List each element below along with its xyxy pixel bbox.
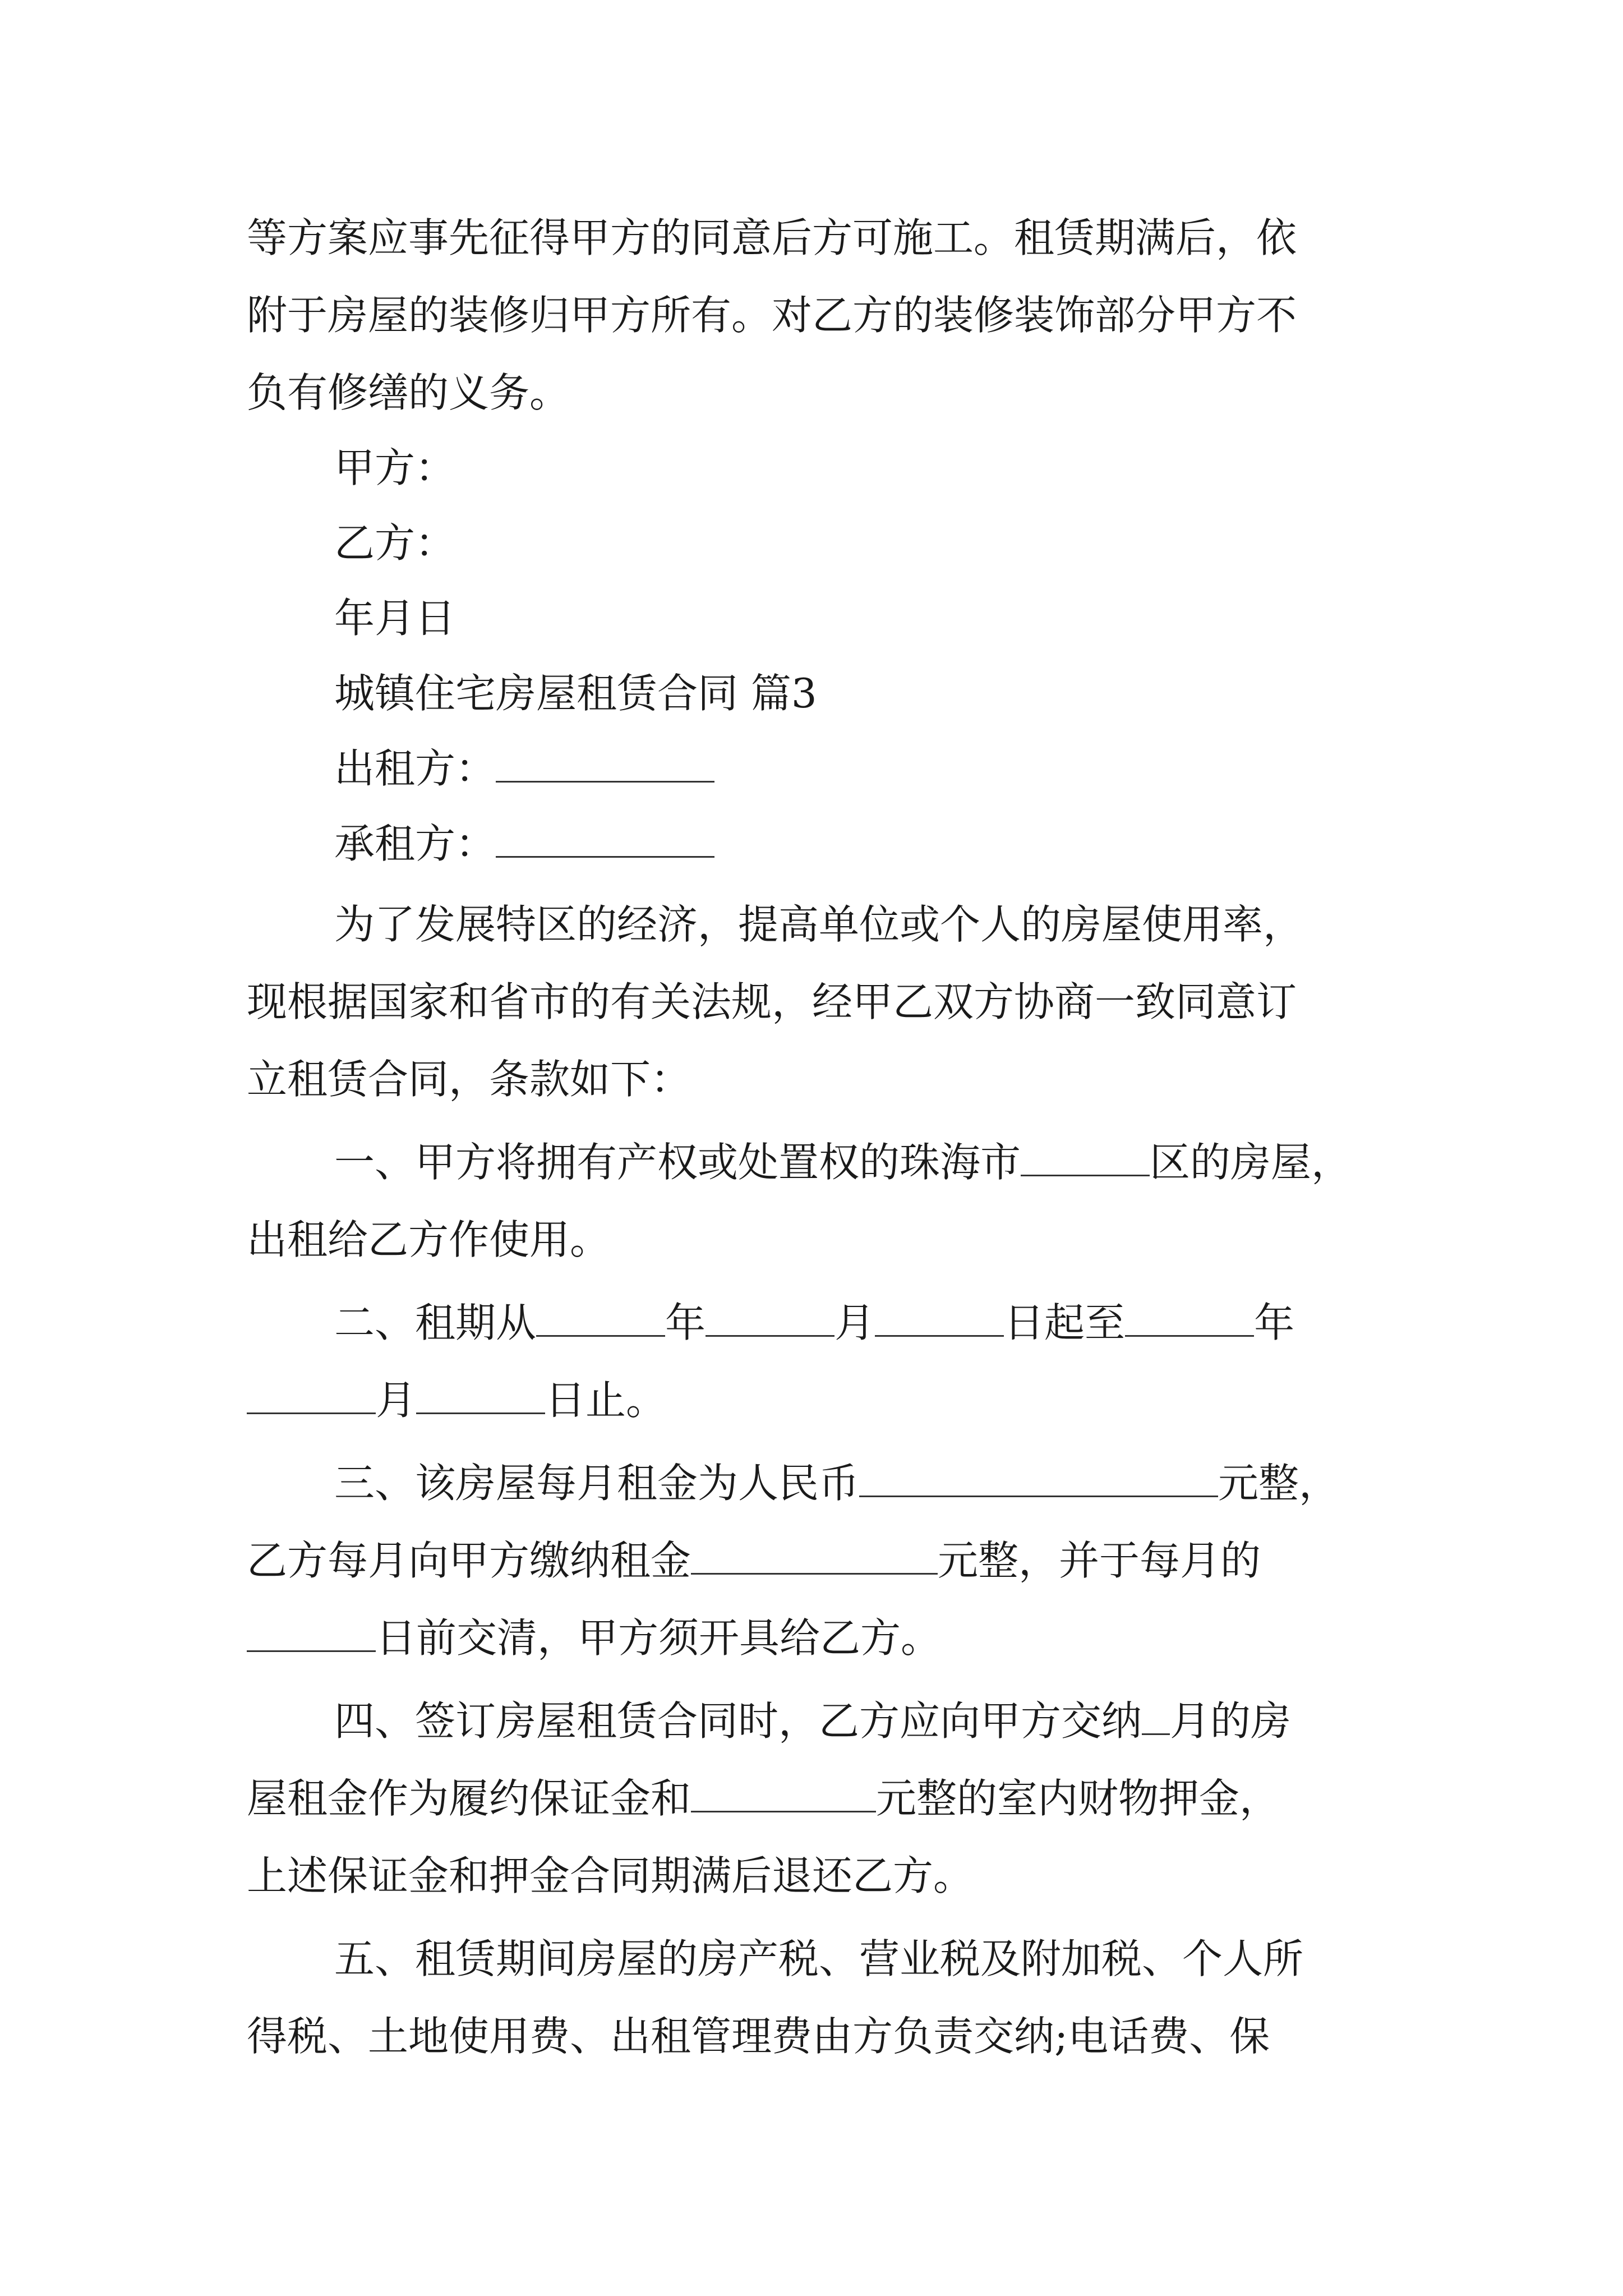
date-label: 年月日	[334, 595, 456, 642]
clause-3-line	[247, 1611, 941, 1665]
clause-text: 屋租金作为履约保证金和	[247, 1775, 691, 1822]
clause-2-line	[247, 1373, 666, 1427]
end-month-blank	[247, 1375, 376, 1414]
lessee-line	[334, 817, 714, 871]
clause-text: 月	[834, 1299, 875, 1346]
clause-1-line	[334, 1135, 1352, 1189]
intro-line: 现根据国家和省市的有关法规，经甲乙双方协商一致同意订	[247, 978, 1297, 1025]
section-title: 城镇住宅房屋租赁合同 篇3	[334, 670, 817, 717]
property-deposit-blank	[691, 1774, 876, 1812]
rent-paid-blank	[691, 1536, 938, 1575]
clause-text: 年	[1254, 1299, 1295, 1346]
clause-text: 月	[376, 1377, 417, 1424]
lessor-label: 出租方：	[334, 745, 496, 792]
end-day-blank	[416, 1375, 545, 1414]
start-day-blank	[875, 1298, 1004, 1337]
clause-4-line	[247, 1772, 1280, 1825]
clause-text: 四、签订房屋租赁合同时，乙方应向甲方交纳	[334, 1697, 1142, 1745]
clause-3-line	[334, 1456, 1339, 1510]
clause-4-line: 上述保证金和押金合同期满后退还乙方。	[247, 1852, 974, 1899]
clause-text: 日止。	[545, 1377, 667, 1424]
clause-5-line: 得税、土地使用费、出租管理费由方负责交纳;电话费、保	[247, 2013, 1270, 2060]
text-line: 负有修缮的义务。	[247, 369, 570, 416]
monthly-rent-blank	[859, 1458, 1218, 1497]
party-b-label: 乙方：	[334, 519, 456, 567]
lessee-blank	[496, 819, 714, 858]
clause-text: 元整的室内财物押金，	[876, 1775, 1280, 1822]
clause-text: 区的房屋，	[1150, 1139, 1352, 1186]
clause-text: 日前交清，甲方须开具给乙方。	[376, 1614, 942, 1662]
clause-text: 一、甲方将拥有产权或处置权的珠海市	[334, 1139, 1021, 1186]
intro-line: 立租赁合同，条款如下：	[247, 1056, 691, 1103]
text-line: 等方案应事先征得甲方的同意后方可施工。租赁期满后，依	[247, 214, 1297, 261]
clause-1-line: 出租给乙方作使用。	[247, 1216, 611, 1263]
intro-line: 为了发展特区的经济，提高单位或个人的房屋使用率，	[334, 901, 1304, 948]
clause-4-line	[334, 1694, 1291, 1748]
text-line: 附于房屋的装修归甲方所有。对乙方的装修装饰部分甲方不	[247, 292, 1297, 339]
district-blank	[1021, 1138, 1150, 1176]
clause-3-line	[247, 1534, 1261, 1588]
party-a-label: 甲方：	[334, 444, 456, 491]
clause-5-line: 五、租赁期间房屋的房产税、营业税及附加税、个人所	[334, 1935, 1304, 1982]
end-year-blank	[1125, 1298, 1254, 1337]
clause-text: 乙方每月向甲方缴纳租金	[247, 1537, 691, 1584]
deposit-months-blank	[1142, 1696, 1170, 1735]
payment-day-blank	[247, 1613, 376, 1652]
start-month-blank	[706, 1298, 834, 1337]
clause-text: 日起至	[1004, 1299, 1126, 1346]
start-year-blank	[536, 1298, 665, 1337]
lessee-label: 承租方：	[334, 820, 496, 867]
clause-2-line	[334, 1296, 1294, 1350]
clause-text: 月的房	[1170, 1697, 1292, 1745]
clause-text: 元整，	[1218, 1460, 1340, 1507]
clause-text: 三、该房屋每月租金为人民币	[334, 1460, 860, 1507]
clause-text: 二、租期从	[334, 1299, 537, 1346]
lessor-line	[334, 742, 714, 795]
lessor-blank	[496, 744, 714, 783]
clause-text: 年	[665, 1299, 706, 1346]
clause-text: 元整，并于每月的	[938, 1537, 1261, 1584]
